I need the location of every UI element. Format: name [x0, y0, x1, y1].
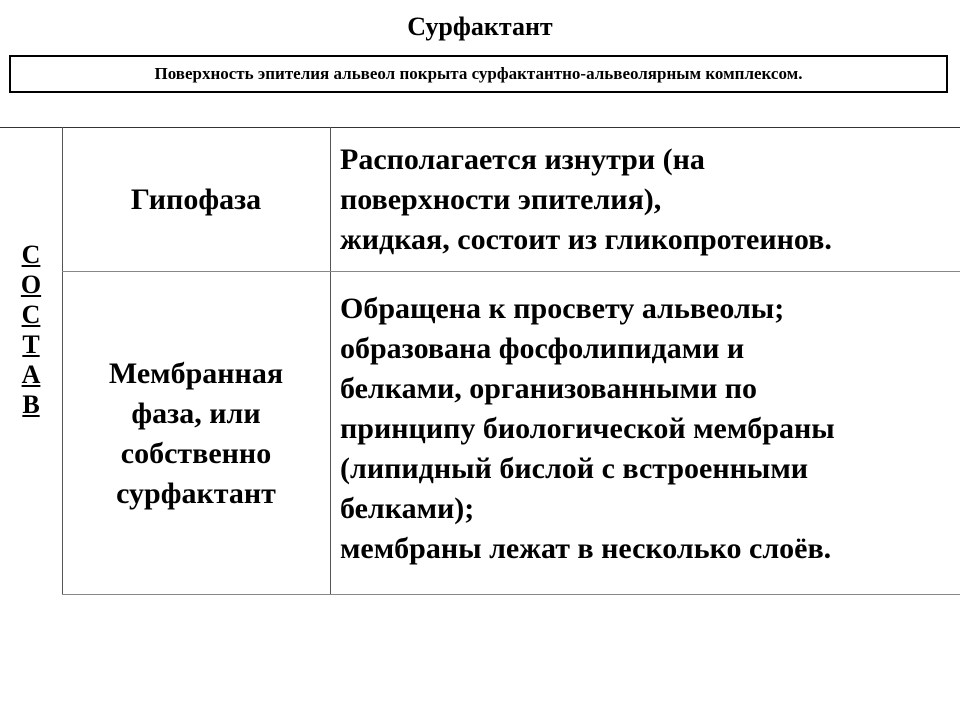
description-line: Обращена к просвету альвеолы;	[340, 292, 785, 325]
description-line: жидкая, состоит из гликопротеинов.	[340, 223, 832, 256]
sostav-letter: О	[20, 270, 42, 299]
description-line: образована фосфолипидами и	[340, 332, 745, 365]
slide-title: Сурфактант	[407, 12, 553, 41]
description-line: белками, организованными по	[340, 372, 758, 405]
hypophase-description	[340, 140, 960, 260]
table-top-border	[0, 127, 960, 128]
description-line: поверхности эпителия),	[340, 183, 662, 216]
description-line: мембраны лежат в несколько слоёв.	[340, 532, 832, 565]
hypophase-label: Гипофаза	[130, 183, 262, 216]
sostav-letter: Т	[22, 330, 40, 359]
phase-label-line: сурфактант	[116, 477, 276, 510]
sostav-letter: С	[21, 240, 41, 269]
description-line: принципу биологической мембраны	[340, 412, 835, 445]
sostav-letter: А	[21, 360, 41, 389]
sostav-row-header	[0, 240, 62, 420]
subtitle-box	[9, 55, 948, 93]
table-bottom-border	[62, 594, 960, 595]
membrane-phase-description	[340, 289, 960, 569]
membrane-phase-label	[62, 354, 330, 514]
phase-label-line: Мембранная	[108, 357, 284, 390]
table-divider-middle	[330, 127, 331, 594]
phase-label-line: собственно	[120, 437, 272, 470]
description-line: Располагается изнутри (на	[340, 143, 705, 176]
phase-label-line: фаза, или	[131, 397, 261, 430]
subtitle-text: Поверхность эпителия альвеол покрыта сурфактантно-альвеолярным комплексом.	[154, 64, 803, 83]
sostav-letter: С	[21, 300, 41, 329]
table-row-divider	[62, 271, 960, 272]
description-line: белками);	[340, 492, 475, 525]
description-line: (липидный бислой с встроенными	[340, 452, 809, 485]
sostav-letter: В	[22, 390, 40, 419]
